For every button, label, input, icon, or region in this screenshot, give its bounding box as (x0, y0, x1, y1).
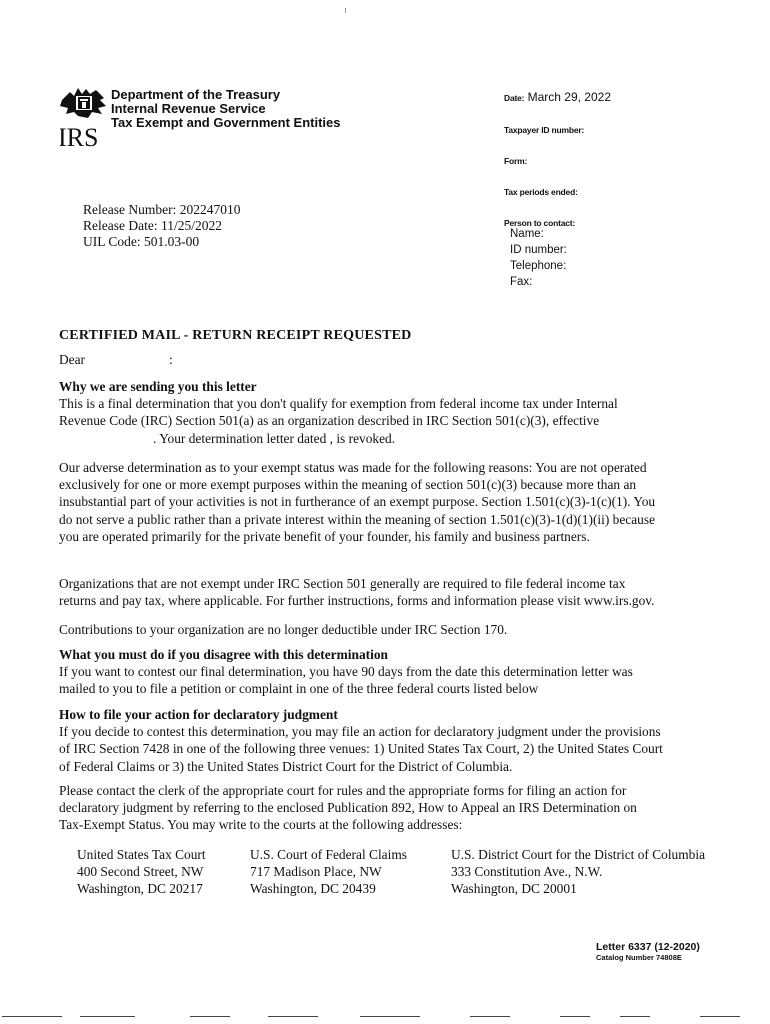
body-line: do not serve a public rather than a private interest within the meaning of section 1.501(c)(3)-1(d)(1)(ii) because (59, 511, 656, 527)
date-row: Date: March 29, 2022 (504, 90, 611, 104)
file-heading: How to file your action for declaratory judgment (59, 707, 338, 722)
release-date: Release Date: 11/25/2022 (83, 218, 222, 233)
letter-number: Letter 6337 (12-2020) (596, 941, 700, 953)
svg-text:IRS: IRS (60, 123, 99, 152)
uil-code: UIL Code: 501.03-00 (83, 234, 200, 249)
taxpayer-id-row: Taxpayer ID number: (504, 125, 585, 135)
certified-mail-heading: CERTIFIED MAIL - RETURN RECEIPT REQUESTED (59, 328, 412, 343)
agency-line: Internal Revenue Service (111, 101, 266, 116)
contact-row: Person to contact: (504, 218, 576, 228)
body-line: returns and pay tax, where applicable. For further instructions, forms and information please visit www.irs.gov. (59, 593, 655, 609)
body-line: of IRC Section 7428 in one of the following three venues: 1) United States Tax Court, 2) the United States Court (59, 741, 663, 757)
agency-block (111, 88, 340, 130)
federal-claims-address: U.S. Court of Federal Claims 717 Madison Place, NW Washington, DC 20439 (250, 847, 407, 897)
contact-clerk-paragraph (59, 782, 729, 834)
salutation: Dear : (59, 352, 173, 367)
body-line: . Your determination letter dated , is revoked. (153, 430, 396, 446)
body-line: This is a final determination that you don't qualify for exemption from federal income tax under Internal (59, 396, 618, 412)
agency-line: Department of the Treasury (111, 87, 281, 102)
body-line: Organizations that are not exempt under IRC Section 501 generally are required to file federal income tax (59, 576, 626, 591)
body-line: declaratory judgment by referring to the enclosed Publication 892, How to Appeal an IRS Determination on (59, 800, 637, 816)
date-value: March 29, 2022 (527, 90, 611, 104)
file-section (59, 706, 729, 775)
reasons-paragraph (59, 459, 729, 545)
orgs-paragraph (59, 575, 729, 609)
scan-edge-marks (0, 1016, 770, 1020)
agency-line: Tax Exempt and Government Entities (111, 115, 341, 130)
disagree-section (59, 646, 729, 698)
disagree-heading: What you must do if you disagree with this determination (59, 647, 388, 662)
tax-court-address: United States Tax Court 400 Second Street, NW Washington, DC 20217 (77, 847, 206, 897)
why-section (59, 378, 729, 447)
body-line: If you want to contest our final determination, you have 90 days from the date this determination letter was (59, 664, 633, 680)
letter-footer (596, 941, 700, 962)
catalog-number: Catalog Number 74808E (596, 953, 682, 962)
irs-eagle-logo (60, 86, 108, 156)
body-line: of Federal Claims or 3) the United States District Court for the District of Columbia. (59, 758, 513, 774)
body-line: mailed to you to file a petition or complaint in one of the three federal courts listed below (59, 681, 539, 697)
body-line: If you decide to contest this determination, you may file an action for declaratory judgment under the provisions (59, 724, 661, 740)
body-line: Our adverse determination as to your exempt status was made for the following reasons: You are not operated (59, 460, 647, 475)
scan-mark (345, 8, 346, 13)
body-line: Revenue Code (IRC) Section 501(a) as an organization described in IRC Section 501(c)(3), effective (59, 413, 600, 429)
body-line: Please contact the clerk of the appropriate court for rules and the appropriate forms for filing an action for (59, 783, 627, 798)
why-heading: Why we are sending you this letter (59, 379, 257, 394)
release-number: Release Number: 202247010 (83, 202, 241, 217)
form-row: Form: (504, 156, 528, 166)
body-line: insubstantial part of your activities is not in furtherance of an exempt purpose. Section 1.501(c)(3)-1(c)(1). You (59, 494, 656, 510)
body-line: Tax-Exempt Status. You may write to the courts at the following addresses: (59, 817, 463, 833)
tax-periods-row: Tax periods ended: (504, 187, 578, 197)
body-line: exclusively for one or more exempt purposes within the meaning of section 501(c)(3) because more than an (59, 477, 637, 493)
release-info (83, 202, 240, 250)
body-line: you are operated primarily for the private benefit of your founder, his family and business partners. (59, 528, 590, 544)
district-court-address: U.S. District Court for the District of Columbia 333 Constitution Ave., N.W. Washington, DC 20001 (451, 847, 706, 897)
contributions-paragraph: Contributions to your organization are no longer deductible under IRC Section 170. (59, 622, 508, 637)
contact-lines: Name: ID number: Telephone: Fax: (510, 228, 567, 288)
